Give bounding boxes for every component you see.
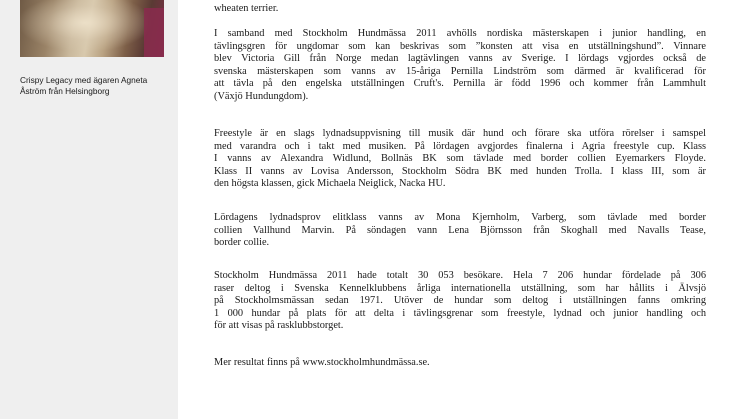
sidebar	[0, 0, 178, 419]
paragraph-obedience	[214, 212, 706, 250]
text-line: Freestyle är en slags lydnadsuppvisning till musik där hund och förare ska utföra rörelser i samspel	[214, 128, 706, 139]
text-line: Stockholm Hundmässa 2011 hade totalt 30 053 besökare. Hela 7 206 hundar fördelade på 306	[214, 270, 706, 281]
text-line: för att visas på rasklubbstorget.	[214, 320, 344, 332]
text-line: 1 000 hundar på plats för att delta i tävlingsgrenar som freestyle, lydnad och junior handling och	[214, 307, 706, 319]
text-line: wheaten terrier.	[214, 3, 279, 14]
text-line: collien Vallhund Marvin. På söndagen vann Lena Björnsson från Skoghall med Navalls Tease,	[214, 224, 706, 236]
text-line: raser deltog i Svenska Kennelklubbens årliga internationella utställning, som har hållits i Älvsjö	[214, 282, 706, 294]
caption-line: Crispy Legacy med ägaren Agneta	[20, 75, 148, 85]
paragraph-freestyle	[214, 128, 706, 191]
paragraph-junior-handling	[214, 28, 706, 104]
text-line: (Växjö Hundungdom).	[214, 90, 309, 102]
text-line: Lördagens lydnadsprov elitklass vanns av Mona Kjernholm, Varberg, som tävlade med border	[214, 212, 706, 223]
text-line: tävlingsgren för ungdomar som kan beskrivas som ”konsten att visa en utställningshund”. Vinnare	[214, 40, 706, 52]
text-line: på Stockholmsmässan sedan 1971. Utöver de hundar som deltog i utställningen fanns omkring	[214, 295, 706, 307]
photo-caption	[20, 64, 170, 97]
dog-photo	[20, 0, 164, 57]
text-line: den högsta klassen, gick Michaela Neiglick, Nacka HU.	[214, 178, 446, 190]
text-line: I samband med Stockholm Hundmässa 2011 avhölls nordiska mästerskapen i junior handling, en	[214, 28, 706, 39]
caption-line: Åström från Helsingborg	[20, 86, 110, 96]
text-line: med varandra och i takt med musiken. På lördagen avgjordes finalerna i Agria freestyle cup. Klass	[214, 140, 706, 152]
paragraph-visitors	[214, 270, 706, 333]
text-line: svenska mästerskapen som vanns av 15-åriga Pernilla Lindström som därmed är kvalificerad för	[214, 65, 706, 77]
text-line: att tävla på den engelska utställningen Cruft's. Pernilla är född 1996 och kommer från Lammhult	[214, 78, 706, 90]
paragraph-intro-tail	[214, 3, 706, 16]
text-line: I vanns av Alexandra Widlund, Bollnäs BK som tävlade med border collien Eyemarkers Floyde.	[214, 153, 706, 165]
photo-highlight	[20, 0, 164, 57]
text-line: blev Victoria Gill från Norge medan lagtävlingen vanns av Sverige. I lördags vgjordes också de	[214, 53, 706, 65]
text-line: border collie.	[214, 237, 270, 249]
more-results-line: Mer resultat finns på www.stockholmhundmässa.se.	[214, 357, 430, 368]
text-line: Klass II vanns av Lovisa Andersson, Stockholm Södra BK med hunden Trolla. I klass III, som är	[214, 165, 706, 177]
paragraph-more-results	[214, 357, 706, 370]
photo-accent	[144, 8, 164, 57]
